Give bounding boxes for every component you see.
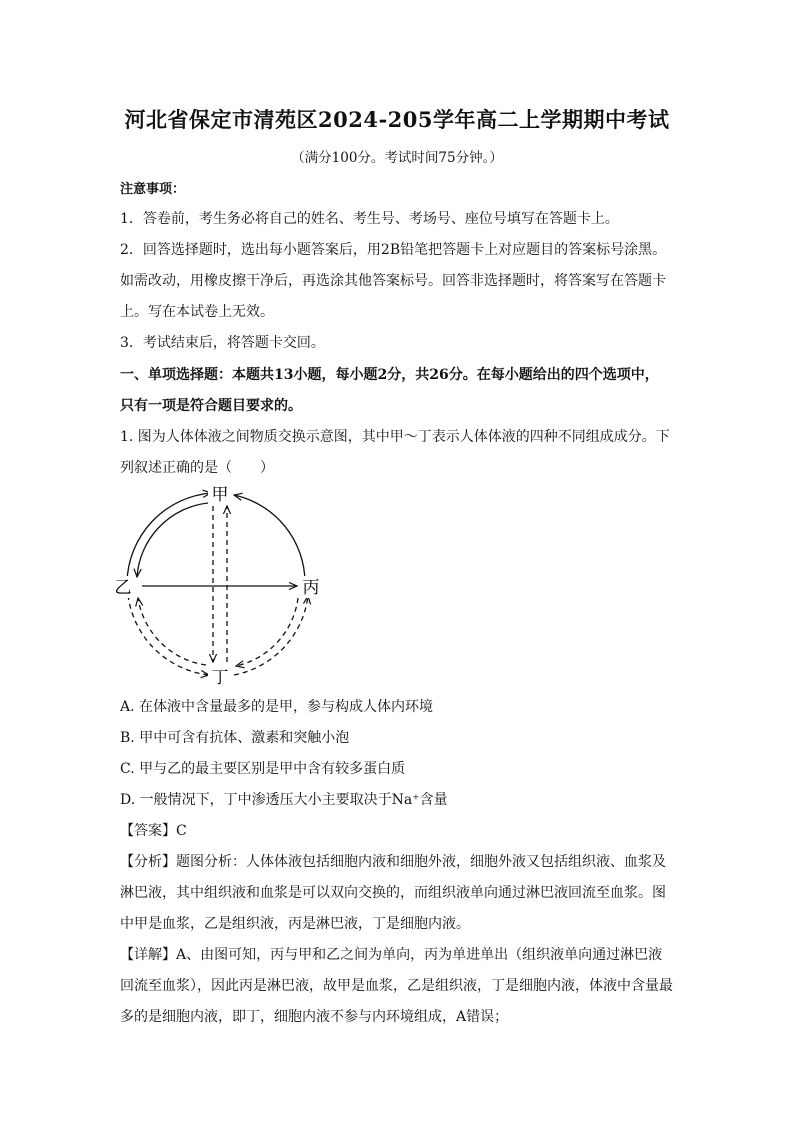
option-c: C. 甲与乙的最主要区别是甲中含有较多蛋白质 bbox=[120, 761, 406, 777]
analysis-line-1: 【分析】题图分析：人体体液包括细胞内液和细胞外液，细胞外液又包括组织液、血浆及 bbox=[120, 854, 666, 870]
notice-item-2-line-2: 如需改动，用橡皮擦干净后，再选涂其他答案标号。回答非选择题时，将答案写在答题卡 bbox=[120, 273, 666, 289]
question-stem-line-2: 列叙述正确的是（ ） bbox=[120, 460, 274, 476]
label-bing: 丙 bbox=[302, 578, 320, 598]
notice-item-1: 1．答卷前，考生务必将自己的姓名、考生号、考场号、座位号填写在答题卡上。 bbox=[120, 211, 619, 227]
section-heading-line-2: 只有一项是符合题目要求的。 bbox=[120, 398, 302, 414]
section-heading-line-1: 一、单项选择题：本题共13小题，每小题2分，共26分。在每小题给出的四个选项中， bbox=[120, 367, 659, 383]
notice-item-2-line-1: 2．回答选择题时，选出每小题答案后，用2B铅笔把答题卡上对应题目的答案标号涂黑。 bbox=[120, 242, 667, 258]
option-d: D. 一般情况下，丁中渗透压大小主要取决于Na⁺含量 bbox=[120, 792, 448, 808]
label-yi: 乙 bbox=[114, 578, 132, 598]
detail-line-3: 多的是细胞内液，即丁，细胞内液不参与内环境组成，A错误； bbox=[120, 1009, 509, 1025]
arrow-jia-to-yi bbox=[137, 503, 208, 577]
arrow-ding-yi-inner bbox=[138, 598, 206, 665]
notice-item-2-line-3: 上。写在本试卷上无效。 bbox=[120, 304, 274, 320]
question-stem-line-1: 1. 图为人体体液之间物质交换示意图，其中甲～丁表示人体体液的四种不同组成成分。下 bbox=[120, 429, 670, 445]
analysis-line-3: 中甲是血浆，乙是组织液，丙是淋巴液，丁是细胞内液。 bbox=[120, 916, 470, 932]
analysis-line-2: 淋巴液，其中组织液和血浆是可以双向交换的，而组织液单向通过淋巴液回流至血浆。图 bbox=[120, 885, 666, 901]
label-jia: 甲 bbox=[211, 485, 229, 505]
label-ding: 丁 bbox=[211, 668, 229, 688]
option-b: B. 甲中可含有抗体、激素和突触小泡 bbox=[120, 730, 350, 746]
answer-label: 【答案】C bbox=[120, 823, 187, 839]
body-fluid-diagram bbox=[112, 482, 338, 688]
arrow-ding-bing-outer bbox=[234, 596, 308, 675]
option-a: A. 在体液中含量最多的是甲，参与构成人体内环境 bbox=[120, 699, 434, 715]
notice-heading: 注意事项： bbox=[120, 182, 186, 197]
detail-line-2: 回流至血浆），因此丙是淋巴液，故甲是血浆，乙是组织液，丁是细胞内液，体液中含量最 bbox=[120, 978, 673, 994]
arrow-yi-to-jia bbox=[127, 493, 211, 582]
arrow-bing-ding-inner bbox=[236, 598, 298, 666]
page-title: 河北省保定市清苑区2024-205学年高二上学期期中考试 bbox=[124, 107, 670, 132]
notice-item-3: 3．考试结束后，将答题卡交回。 bbox=[120, 335, 325, 351]
exam-subtitle: （满分100分。考试时间75分钟。） bbox=[291, 150, 503, 166]
detail-line-1: 【详解】A、由图可知，丙与甲和乙之间为单向，丙为单进单出（组织液单向通过淋巴液 bbox=[120, 947, 663, 963]
arrow-bing-to-jia bbox=[234, 495, 305, 582]
